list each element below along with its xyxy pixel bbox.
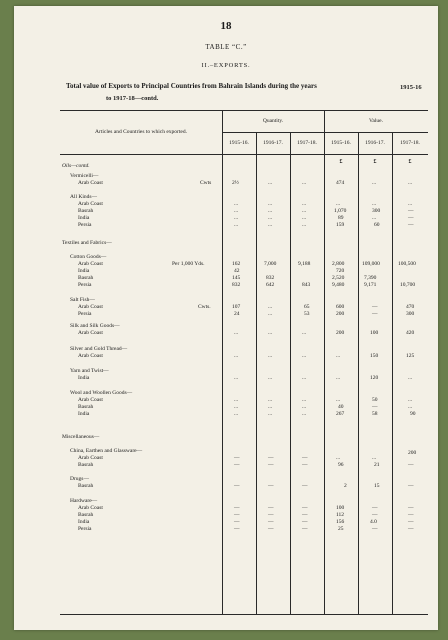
table-cell: 300 (372, 208, 381, 214)
table-cell: 300 (406, 311, 415, 317)
unit-label: Cwts (200, 180, 212, 186)
country-label: Arab Coast (78, 261, 103, 267)
table-cell: ... (302, 222, 307, 228)
table-cell: 4.0 (370, 519, 377, 525)
country-label: Persia (78, 526, 92, 532)
table-cell: — (372, 311, 378, 317)
table-rule-top (60, 110, 428, 111)
country-label: India (78, 375, 90, 381)
col-rule (324, 110, 325, 614)
col-rule (358, 132, 359, 614)
table-cell: ... (302, 215, 307, 221)
item-label: Drugs— (70, 476, 89, 482)
table-cell: — (302, 462, 308, 468)
table-cell: ... (268, 311, 273, 317)
item-label: All Kinds— (70, 194, 98, 200)
table-cell: — (302, 483, 308, 489)
table-cell: — (408, 208, 414, 214)
table-cell: — (372, 404, 378, 410)
category-heading: Textiles and Fabrics— (62, 240, 112, 246)
table-cell: ... (336, 201, 341, 207)
country-label: Arab Coast (78, 505, 103, 511)
table-cell: — (372, 512, 378, 518)
year-header: 1916-17. (365, 140, 385, 146)
table-cell: 109,000 (362, 261, 380, 267)
table-cell: 720 (336, 268, 345, 274)
country-label: Persia (78, 222, 92, 228)
table-cell: — (268, 512, 274, 518)
table-cell: 200 (336, 311, 345, 317)
table-cell: 200 (336, 330, 345, 336)
table-cell: 642 (266, 282, 275, 288)
table-cell: 200 (408, 450, 417, 456)
table-cell: 9,480 (332, 282, 345, 288)
table-title: TABLE “C.” (205, 43, 247, 51)
country-label: Arab Coast (78, 201, 103, 207)
table-cell: ... (268, 304, 273, 310)
table-cell: 832 (266, 275, 275, 281)
table-cell: — (234, 455, 240, 461)
table-cell: — (268, 505, 274, 511)
table-cell: — (302, 526, 308, 532)
page-number: 18 (220, 20, 232, 32)
table-cell: ... (302, 180, 307, 186)
articles-header: Articles and Countries to which exported. (95, 129, 187, 135)
item-label: Cotton Goods— (70, 254, 107, 260)
table-cell: 24 (234, 311, 240, 317)
section-title: II.–EXPORTS. (201, 62, 251, 69)
table-cell: ... (336, 375, 341, 381)
table-cell: ... (372, 180, 377, 186)
table-cell: 53 (304, 311, 310, 317)
category-heading: Miscellaneous— (62, 434, 100, 440)
table-cell: — (268, 483, 274, 489)
table-cell: — (408, 215, 414, 221)
table-cell: 50 (372, 397, 378, 403)
col-rule (222, 110, 223, 614)
country-label: Basrah (78, 404, 94, 410)
quantity-header: Quantity. (262, 118, 284, 124)
item-label: Hardware— (70, 498, 98, 504)
table-cell: — (302, 455, 308, 461)
table-cell: — (234, 505, 240, 511)
country-label: India (78, 411, 90, 417)
table-cell: ... (234, 397, 239, 403)
table-cell: 42 (234, 268, 240, 274)
table-cell: ... (302, 201, 307, 207)
item-label: Silver and Gold Thread— (70, 346, 128, 352)
table-cell: ... (302, 330, 307, 336)
table-cell: ... (302, 208, 307, 214)
table-cell: — (302, 512, 308, 518)
table-cell: ... (408, 201, 413, 207)
year-header: 1917-18. (297, 140, 317, 146)
table-cell: — (408, 512, 414, 518)
table-cell: ... (372, 215, 377, 221)
country-label: Arab Coast (78, 353, 103, 359)
table-cell: 107 (232, 304, 241, 310)
table-cell: ... (268, 330, 273, 336)
table-cell: — (408, 222, 414, 228)
table-cell: ... (234, 411, 239, 417)
table-cell: 90 (410, 411, 416, 417)
table-cell: ... (234, 330, 239, 336)
table-cell: ... (408, 180, 413, 186)
table-cell: ... (234, 353, 239, 359)
table-cell: ... (268, 375, 273, 381)
table-description-years: 1915-16 (400, 84, 422, 91)
country-label: Persia (78, 282, 92, 288)
table-rule-header (60, 154, 428, 155)
table-cell: 7,390 (364, 275, 377, 281)
col-rule (392, 132, 393, 614)
table-cell: ... (268, 353, 273, 359)
table-cell: ... (302, 353, 307, 359)
table-cell: 7,000 (264, 261, 277, 267)
country-label: Arab Coast (78, 330, 103, 336)
table-cell: 1,070 (334, 208, 347, 214)
table-cell: 25 (338, 526, 344, 532)
table-cell: 65 (304, 304, 310, 310)
table-cell: ... (234, 208, 239, 214)
country-label: India (78, 268, 90, 274)
table-cell: 420 (406, 330, 415, 336)
table-cell: ... (372, 455, 377, 461)
table-cell: 125 (406, 353, 415, 359)
table-rule-bottom (60, 614, 428, 615)
table-cell: — (408, 519, 414, 525)
table-cell: ... (302, 404, 307, 410)
table-cell: 10,700 (400, 282, 416, 288)
table-cell: ... (336, 455, 341, 461)
table-cell: 100 (370, 330, 379, 336)
table-cell: ... (408, 375, 413, 381)
country-label: Basrah (78, 462, 94, 468)
table-cell: — (302, 505, 308, 511)
col-rule (256, 132, 257, 614)
table-cell: — (372, 304, 378, 310)
table-cell: 145 (232, 275, 241, 281)
table-cell: ... (268, 180, 273, 186)
table-cell: 162 (232, 261, 241, 267)
table-cell: 100 (336, 505, 345, 511)
table-rule-subheader (222, 132, 428, 133)
table-cell: 470 (406, 304, 415, 310)
table-cell: — (408, 505, 414, 511)
table-cell: ... (268, 404, 273, 410)
table-description: Total value of Exports to Principal Countries from Bahrain Islands during the years (66, 82, 317, 90)
table-cell: 9,171 (364, 282, 377, 288)
country-label: India (78, 215, 90, 221)
table-cell: — (268, 455, 274, 461)
country-label: Basrah (78, 512, 94, 518)
table-cell: 21 (374, 462, 380, 468)
table-cell: 267 (336, 411, 345, 417)
item-label: Silk and Silk Goods— (70, 323, 120, 329)
table-cell: — (372, 505, 378, 511)
table-cell: 600 (336, 304, 345, 310)
document-page (14, 6, 438, 630)
table-cell: 832 (232, 282, 241, 288)
table-cell: — (268, 519, 274, 525)
table-cell: — (372, 526, 378, 532)
table-cell: ... (302, 411, 307, 417)
table-cell: ... (234, 215, 239, 221)
table-cell: — (268, 526, 274, 532)
table-cell: 2,520 (332, 275, 345, 281)
country-label: Arab Coast (78, 304, 103, 310)
table-cell: 120 (370, 375, 379, 381)
table-cell: 89 (338, 215, 344, 221)
table-cell: 474 (336, 180, 345, 186)
table-cell: — (408, 483, 414, 489)
year-header: 1915-16. (331, 140, 351, 146)
table-cell: ... (268, 208, 273, 214)
currency-symbol: £ (373, 159, 377, 165)
currency-symbol: £ (339, 159, 343, 165)
table-cell: — (234, 512, 240, 518)
unit-label: Cwts. (198, 304, 211, 310)
table-cell: 100,500 (398, 261, 416, 267)
country-label: Basrah (78, 208, 94, 214)
table-cell: 843 (302, 282, 311, 288)
item-label: Vermicelli— (70, 173, 99, 179)
table-cell: — (268, 462, 274, 468)
table-cell: ... (408, 404, 413, 410)
table-cell: 2½ (232, 180, 239, 186)
table-cell: 112 (336, 512, 345, 518)
table-cell: ... (234, 222, 239, 228)
table-cell: — (234, 483, 240, 489)
table-cell: 150 (370, 353, 379, 359)
table-cell: ... (234, 375, 239, 381)
country-label: Basrah (78, 483, 94, 489)
year-header: 1915-16. (229, 140, 249, 146)
table-cell: 40 (338, 404, 344, 410)
item-label: Wool and Woollen Goods— (70, 390, 133, 396)
item-label: Yarn and Twist— (70, 368, 109, 374)
year-header: 1917-18. (400, 140, 420, 146)
table-cell: 9,188 (298, 261, 311, 267)
table-cell: 60 (374, 222, 380, 228)
table-cell: 159 (336, 222, 345, 228)
table-cell: 2,800 (332, 261, 345, 267)
country-label: Arab Coast (78, 397, 103, 403)
table-cell: ... (408, 397, 413, 403)
table-cell: — (234, 526, 240, 532)
table-cell: ... (268, 201, 273, 207)
country-label: India (78, 519, 90, 525)
table-cell: ... (372, 201, 377, 207)
table-cell: 15 (374, 483, 380, 489)
table-cell: — (408, 526, 414, 532)
item-label: Salt Fish— (70, 297, 95, 303)
col-rule (290, 132, 291, 614)
table-description-continued: to 1917-18—contd. (106, 95, 159, 102)
table-cell: ... (302, 375, 307, 381)
table-cell: 58 (372, 411, 378, 417)
table-cell: ... (268, 215, 273, 221)
table-cell: ... (268, 222, 273, 228)
table-cell: — (234, 519, 240, 525)
table-cell: — (302, 519, 308, 525)
country-label: Basrah (78, 275, 94, 281)
table-cell: 2 (344, 483, 347, 489)
item-label: China, Earthen and Glassware— (70, 448, 143, 454)
category-heading: Oils—contd. (62, 163, 90, 169)
year-header: 1916-17. (263, 140, 283, 146)
unit-label: Per 1,000 Yds. (172, 261, 205, 267)
table-cell: 156 (336, 519, 345, 525)
table-cell: ... (234, 404, 239, 410)
exports-table (60, 110, 428, 620)
value-header: Value. (369, 118, 383, 124)
table-cell: ... (268, 411, 273, 417)
table-cell: ... (234, 201, 239, 207)
table-cell: ... (302, 397, 307, 403)
table-cell: — (408, 462, 414, 468)
country-label: Arab Coast (78, 180, 103, 186)
table-cell: ... (268, 397, 273, 403)
table-cell: ... (336, 353, 341, 359)
table-cell: 96 (338, 462, 344, 468)
country-label: Persia (78, 311, 92, 317)
table-cell: — (234, 462, 240, 468)
country-label: Arab Coast (78, 455, 103, 461)
currency-symbol: £ (408, 159, 412, 165)
table-cell: ... (336, 397, 341, 403)
